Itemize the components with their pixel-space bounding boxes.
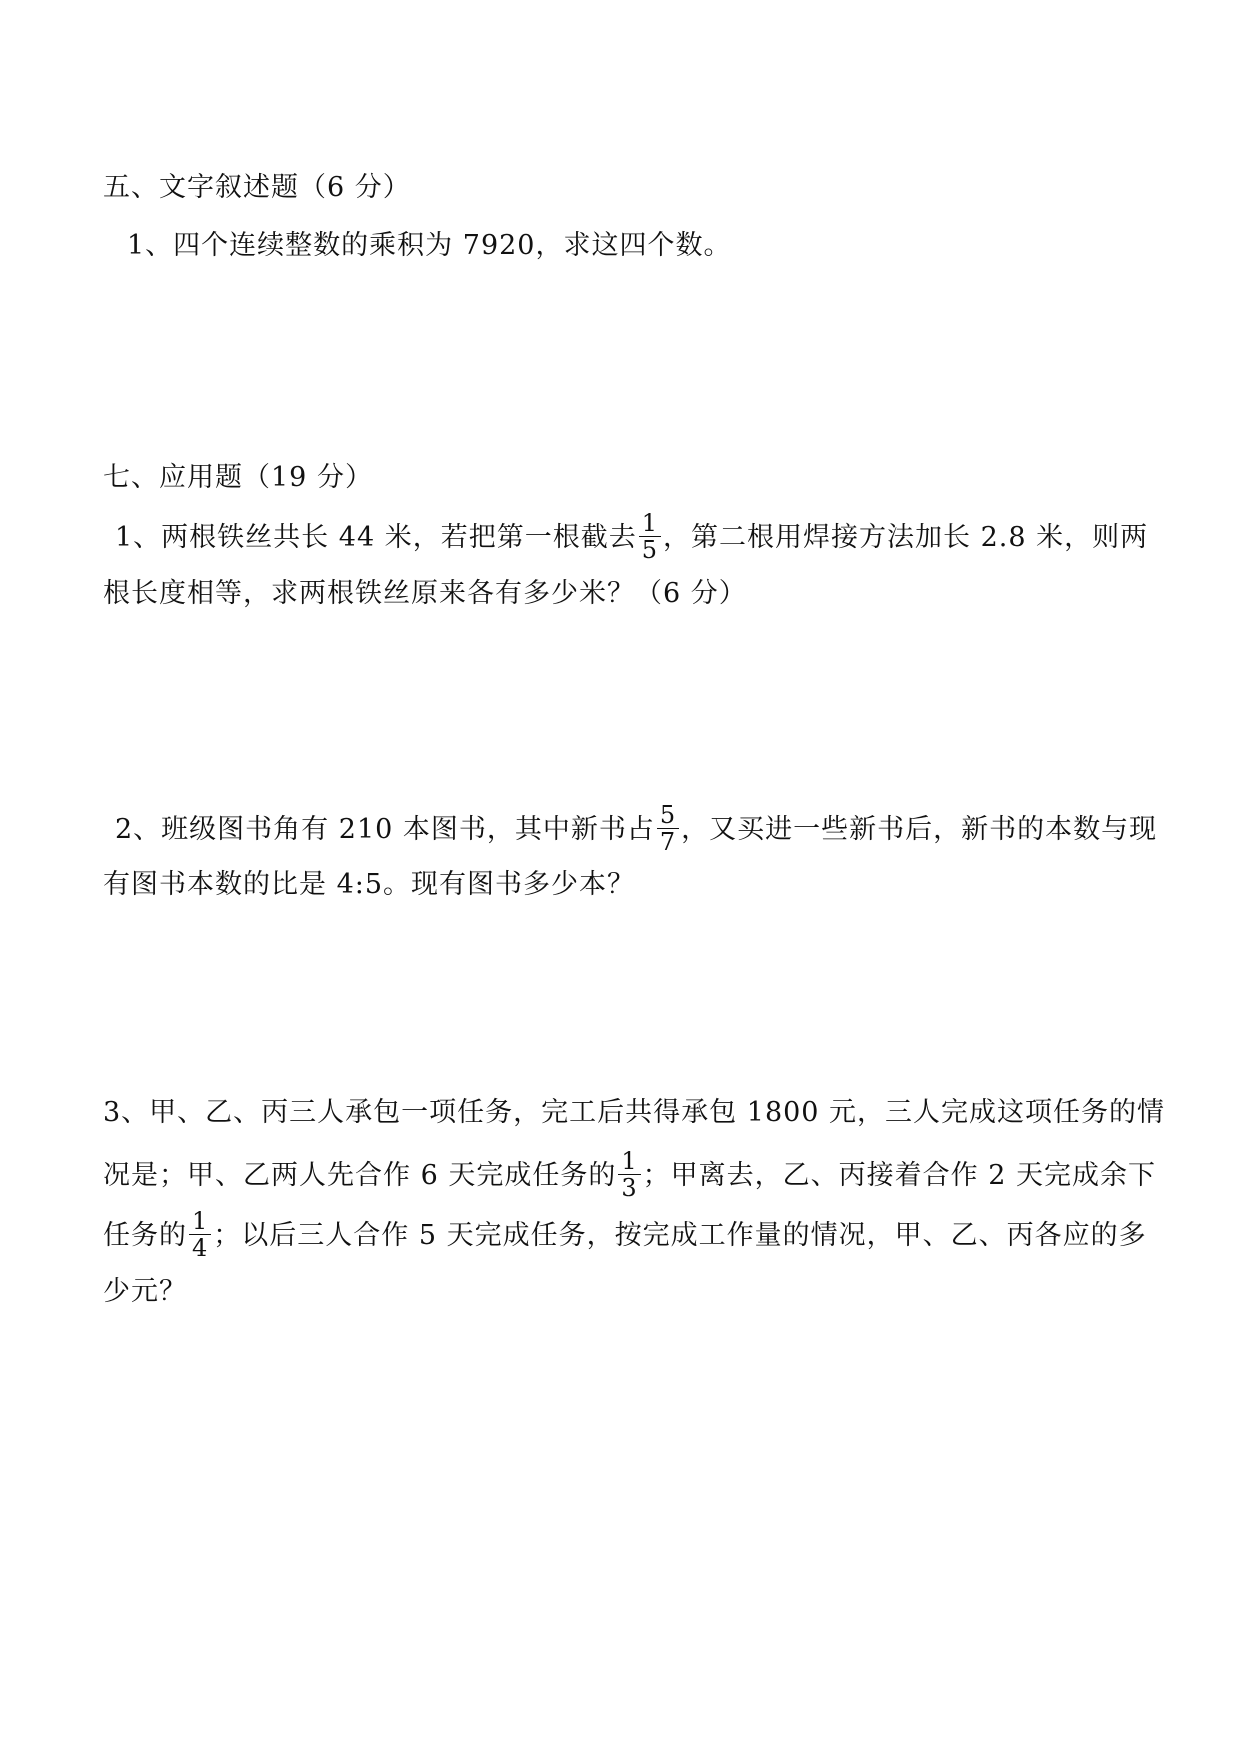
question-7-3-text-3b: ；以后三人合作 5 天完成任务，按完成工作量的情况，甲、乙、丙各应的多 (213, 1220, 1147, 1251)
fraction-one-fifth (639, 510, 661, 563)
question-5-1: 1、四个连续整数的乘积为 7920，求这四个数。 (127, 230, 732, 261)
fraction-denominator: 4 (192, 1234, 209, 1262)
question-7-3-text-3a: 任务的 (103, 1220, 187, 1251)
question-7-3-line-1: 3、甲、乙、丙三人承包一项任务，完工后共得承包 1800 元，三人完成这项任务的情 (103, 1097, 1166, 1128)
fraction-denominator: 7 (659, 828, 677, 856)
question-7-1-text-b: ，第二根用焊接方法加长 2.8 米，则两 (662, 522, 1149, 553)
question-7-1-line-1 (115, 509, 1149, 565)
section-7-heading: 七、应用题（19 分） (103, 462, 373, 493)
question-7-2-line-2: 有图书本数的比是 4:5。现有图书多少本？ (103, 869, 636, 900)
fraction-numerator: 5 (657, 802, 679, 829)
fraction-five-sevenths (657, 802, 679, 855)
question-7-1-text-a: 1、两根铁丝共长 44 米，若把第一根截去 (115, 522, 637, 553)
fraction-numerator: 1 (618, 1148, 640, 1175)
question-7-3-line-3 (103, 1207, 1147, 1263)
fraction-denominator: 5 (641, 536, 658, 564)
question-7-2-text-b: ，又买进一些新书后，新书的本数与现 (681, 814, 1158, 845)
question-7-3-text-2b: ；甲离去，乙、丙接着合作 2 天完成余下 (642, 1160, 1156, 1191)
question-7-1-line-2: 根长度相等，求两根铁丝原来各有多少米？（6 分） (103, 578, 747, 609)
question-7-2-line-1 (115, 801, 1158, 857)
fraction-one-third (618, 1148, 640, 1201)
fraction-denominator: 3 (621, 1174, 638, 1202)
section-5-heading: 五、文字叙述题（6 分） (103, 172, 411, 203)
question-7-3-text-2a: 况是；甲、乙两人先合作 6 天完成任务的 (103, 1160, 617, 1191)
question-7-3-line-4: 少元？ (103, 1276, 187, 1307)
fraction-one-quarter (189, 1208, 211, 1261)
question-7-3-line-2 (103, 1147, 1156, 1203)
fraction-numerator: 1 (639, 510, 661, 537)
fraction-numerator: 1 (189, 1208, 211, 1235)
question-7-2-text-a: 2、班级图书角有 210 本图书，其中新书占 (115, 814, 655, 845)
